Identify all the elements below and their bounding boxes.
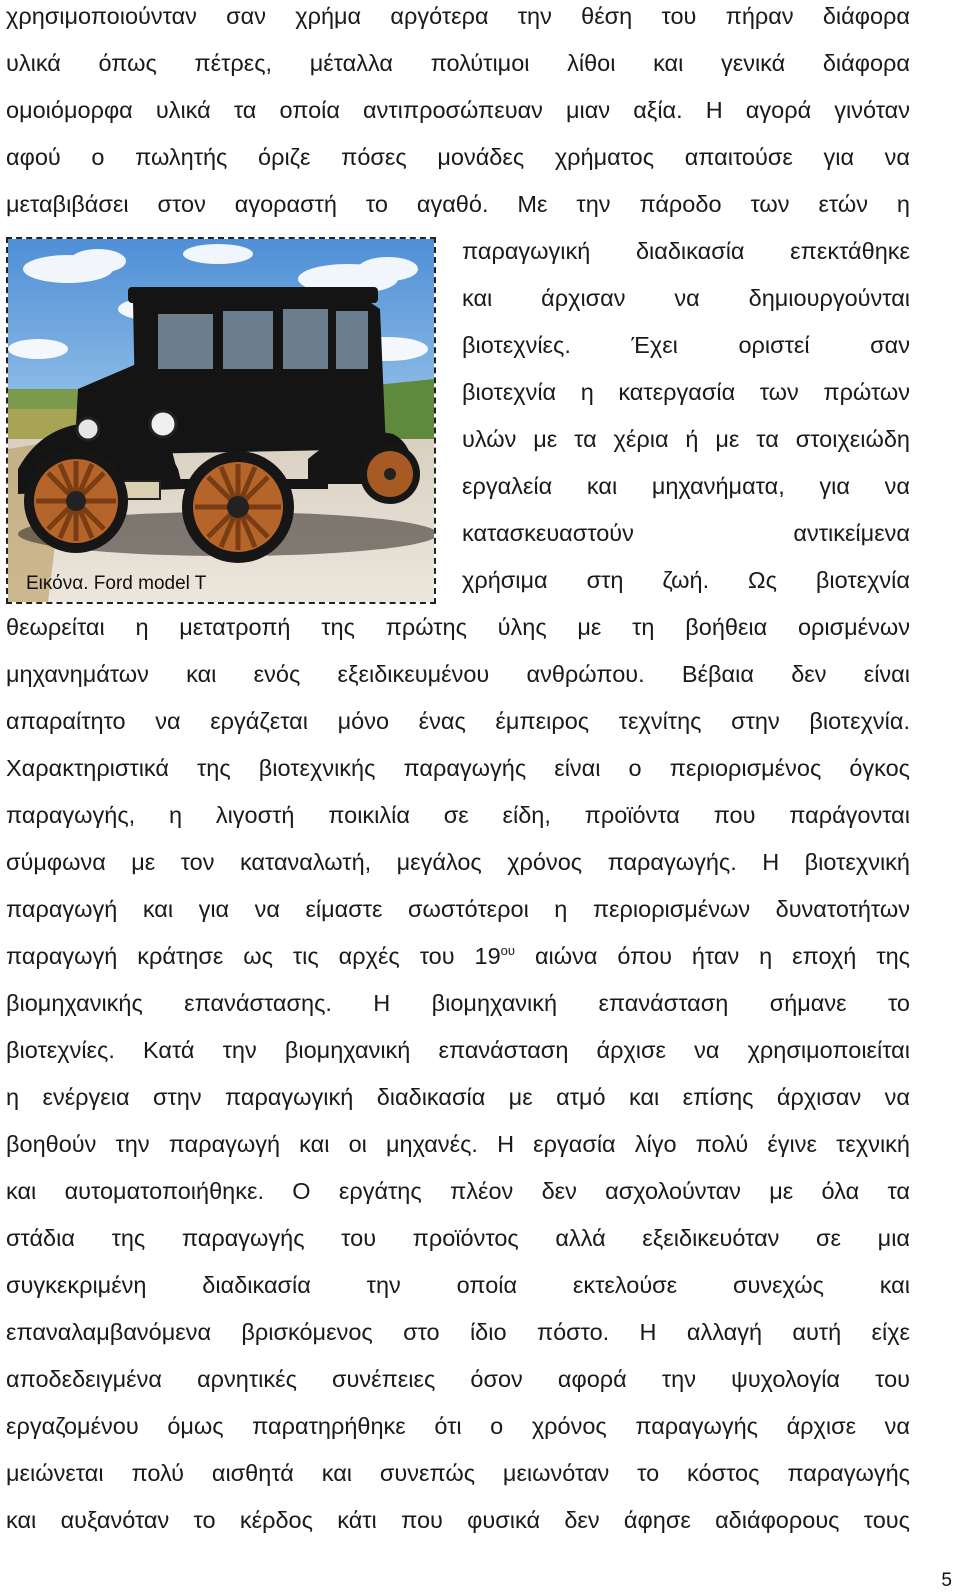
paragraph-line: παραγωγής, η λιγοστή ποικιλία σε είδη, προϊόντα που παράγονται — [6, 802, 910, 828]
paragraph-line: κατασκευαστούν αντικείμενα — [462, 520, 910, 546]
paragraph-line: Χαρακτηριστικά της βιοτεχνικής παραγωγής είναι ο περιορισμένος όγκος — [6, 755, 910, 781]
century-text-before: παραγωγή κράτησε ως τις αρχές του 19 — [6, 943, 501, 969]
paragraph-line: στάδια της παραγωγής του προϊόντος αλλά εξειδικευόταν σε μια — [6, 1225, 910, 1251]
century-text-after: αιώνα όπου ήταν η εποχή της — [515, 943, 910, 969]
paragraph-line: χρήσιμα στη ζωή. Ως βιοτεχνία — [462, 567, 910, 593]
figure-frame — [6, 237, 436, 604]
paragraph-line: και αυτοματοποιήθηκε. Ο εργάτης πλέον δεν ασχολούνταν με όλα τα — [6, 1178, 910, 1204]
paragraph-line: μεταβιβάσει στον αγοραστή το αγαθό. Με την πάροδο των ετών η — [6, 191, 910, 217]
paragraph-line: βιοτεχνία η κατεργασία των πρώτων — [462, 379, 910, 405]
vintage-car-photo — [8, 239, 434, 602]
paragraph-line: η ενέργεια στην παραγωγική διαδικασία με ατμό και επίσης άρχισαν να — [6, 1084, 910, 1110]
paragraph-line: συγκεκριμένη διαδικασία την οποία εκτελούσε συνεχώς και — [6, 1272, 910, 1298]
paragraph-line: και αυξανόταν το κέρδος κάτι που φυσικά δεν άφησε αδιάφορους τους — [6, 1507, 910, 1533]
paragraph-line: παραγωγή και για να είμαστε σωστότεροι η περιορισμένων δυνατοτήτων — [6, 896, 910, 922]
paragraph-line: εργαλεία και μηχανήματα, για να — [462, 473, 910, 499]
paragraph-line: υλικά όπως πέτρες, μέταλλα πολύτιμοι λίθοι και γενικά διάφορα — [6, 50, 910, 76]
paragraph-line: εργαζομένου όμως παρατηρήθηκε ότι ο χρόνος παραγωγής άρχισε να — [6, 1413, 910, 1439]
paragraph-line: μηχανημάτων και ενός εξειδικευμένου ανθρώπου. Βέβαια δεν είναι — [6, 661, 910, 687]
paragraph-line: σύμφωνα με τον καταναλωτή, μεγάλος χρόνος παραγωγής. Η βιοτεχνική — [6, 849, 910, 875]
paragraph-line: παραγωγική διαδικασία επεκτάθηκε — [462, 238, 910, 264]
century-superscript: ου — [500, 943, 515, 958]
paragraph-line: βιομηχανικής επανάστασης. Η βιομηχανική επανάσταση σήμανε το — [6, 990, 910, 1016]
paragraph-line: επαναλαμβανόμενα βρισκόμενος στο ίδιο πόστο. Η αλλαγή αυτή είχε — [6, 1319, 910, 1345]
paragraph-line: αφού ο πωλητής όριζε πόσες μονάδες χρήματος απαιτούσε για να — [6, 144, 910, 170]
paragraph-line: βοηθούν την παραγωγή και οι μηχανές. Η εργασία λίγο πολύ έγινε τεχνική — [6, 1131, 910, 1157]
paragraph-line: χρησιμοποιούνταν σαν χρήμα αργότερα την θέση του πήραν διάφορα — [6, 3, 910, 29]
paragraph-line: βιοτεχνίες. Έχει οριστεί σαν — [462, 332, 910, 358]
paragraph-line: και άρχισαν να δημιουργούνται — [462, 285, 910, 311]
paragraph-line: ομοιόμορφα υλικά τα οποία αντιπροσώπευαν μιαν αξία. Η αγορά γινόταν — [6, 97, 910, 123]
paragraph-line-century — [6, 933, 910, 980]
page-number: 5 — [941, 1570, 952, 1591]
paragraph-line: μειώνεται πολύ αισθητά και συνεπώς μειωνόταν το κόστος παραγωγής — [6, 1460, 910, 1486]
paragraph-line: υλών με τα χέρια ή με τα στοιχειώδη — [462, 426, 910, 452]
paragraph-line: θεωρείται η μετατροπή της πρώτης ύλης με τη βοήθεια ορισμένων — [6, 614, 910, 640]
paragraph-line: βιοτεχνίες. Κατά την βιομηχανική επανάσταση άρχισε να χρησιμοποιείται — [6, 1037, 910, 1063]
paragraph-line: απαραίτητο να εργάζεται μόνο ένας έμπειρος τεχνίτης στην βιοτεχνία. — [6, 708, 910, 734]
figure-caption: Εικόνα. Ford model T — [26, 573, 207, 594]
paragraph-line: αποδεδειγμένα αρνητικές συνέπειες όσον αφορά την ψυχολογία του — [6, 1366, 910, 1392]
